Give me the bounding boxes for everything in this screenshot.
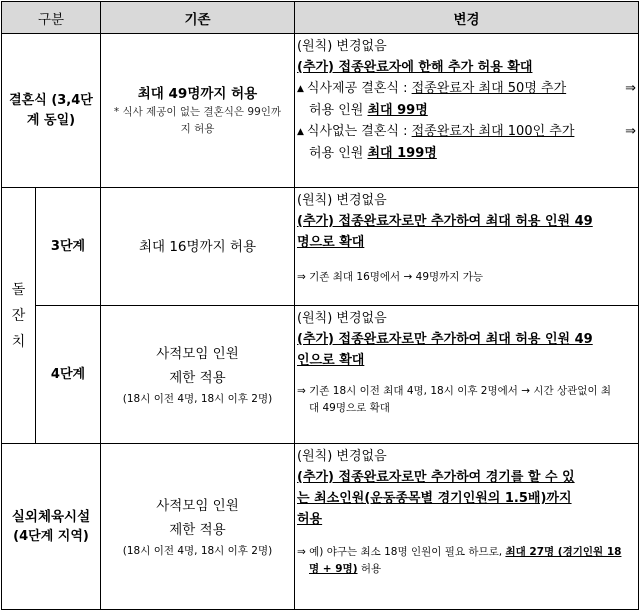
sports-note-pre: ⇒ 예) 야구는 최소 18명 인원이 필요 하므로,	[297, 546, 506, 558]
wedding-before-main: 최대 49명까지 허용	[137, 85, 258, 102]
sports-note-bold: 최대 27명 (경기인원 18	[505, 546, 622, 558]
wedding-before-note-1: * 식사 제공이 없는 결혼식은 99인까	[113, 105, 282, 118]
wedding-bullet-2	[297, 121, 636, 143]
wedding-b2-label: 식사없는 결혼식 :	[306, 124, 412, 139]
dol-stage4-before	[101, 306, 295, 444]
dol-stage3-principle: (원칙) 변경없음	[297, 193, 387, 208]
dol-stage4-note-2: 대 49명으로 확대	[309, 402, 390, 414]
sports-note-1	[297, 544, 636, 561]
dol-stage3-before-text: 최대 16명까지 허용	[138, 238, 257, 255]
sports-principle: (원칙) 변경없음	[297, 449, 387, 464]
sports-note-l2-post: 허용	[357, 563, 382, 575]
sports-row	[2, 444, 639, 610]
sports-added-3: 허용	[297, 512, 323, 527]
header-row	[2, 2, 639, 34]
wedding-bullet-2-cont	[297, 143, 636, 164]
sports-note-2	[297, 561, 636, 578]
sports-after	[295, 444, 639, 610]
dol-stage3-label: 3단계	[36, 188, 101, 306]
dol-stage4-label: 4단계	[36, 306, 101, 444]
dol-char-2: 잔	[11, 307, 26, 324]
dol-stage3-note: ⇒ 기존 최대 16명에서 → 49명까지 가능	[297, 271, 484, 283]
dol-group-category	[2, 188, 36, 444]
triangle-bullet-icon: ▲	[297, 127, 304, 137]
dol-stage4-note-1: ⇒ 기존 18시 이전 최대 4명, 18시 이후 2명에서 → 시간 상관없이 최	[297, 385, 612, 397]
sports-before-note: (18시 이전 4명, 18시 이후 2명)	[122, 544, 273, 557]
dol-stage4-added-2: 인으로 확대	[297, 353, 365, 368]
header-before: 기존	[101, 2, 295, 34]
wedding-b2-l2-bold: 최대 199명	[367, 146, 437, 161]
dol-stage3-after	[295, 188, 639, 306]
triangle-bullet-icon: ▲	[297, 84, 304, 94]
wedding-before-note-2: 지 허용	[180, 122, 215, 135]
sports-note-l2-bold: 명 + 9명)	[309, 563, 358, 575]
sports-before	[101, 444, 295, 610]
wedding-b1-l2-bold: 최대 99명	[367, 103, 428, 118]
double-arrow-icon: ⇒	[625, 124, 636, 139]
header-category: 구분	[2, 2, 101, 34]
sports-added-1: (추가) 접종완료자로만 추가하여 경기를 할 수 있	[297, 470, 575, 485]
wedding-bullet-1-cont	[297, 100, 636, 121]
dol-stage4-principle: (원칙) 변경없음	[297, 311, 387, 326]
dol-stage4-before-note: (18시 이전 4명, 18시 이후 2명)	[122, 392, 273, 405]
wedding-bullet-1	[297, 78, 636, 100]
dol-stage4-after	[295, 306, 639, 444]
dol-stage4-before-1: 사적모임 인원	[156, 345, 239, 362]
sports-category	[2, 444, 101, 610]
wedding-b2-underline: 접종완료자 최대 100인 추가	[411, 124, 575, 139]
dol-stage3-before	[101, 188, 295, 306]
dol-char-3: 치	[11, 333, 26, 350]
sports-category-1: 실외체육시설	[11, 508, 91, 525]
dol-char-1: 돌	[11, 281, 26, 298]
wedding-b1-underline: 접종완료자 최대 50명 추가	[411, 81, 567, 96]
sports-category-2: (4단계 지역)	[13, 528, 89, 544]
wedding-b2-l2-pre: 허용 인원	[309, 146, 368, 161]
wedding-added: (추가) 접종완료자에 한해 추가 허용 확대	[297, 60, 533, 75]
header-after: 변경	[295, 2, 639, 34]
wedding-principle: (원칙) 변경없음	[297, 39, 387, 54]
dol-stage3-added-1: (추가) 접종완료자로만 추가하여 최대 허용 인원 49	[297, 214, 593, 229]
policy-table	[1, 1, 639, 610]
dol-stage4-row	[2, 306, 639, 444]
wedding-category-line2: 계 동일)	[26, 112, 76, 128]
sports-added-2: 는 최소인원(운동종목별 경기인원의 1.5배)까지	[297, 491, 572, 506]
wedding-b1-label: 식사제공 결혼식 :	[306, 81, 412, 96]
double-arrow-icon: ⇒	[625, 81, 636, 96]
wedding-row	[2, 34, 639, 188]
wedding-category	[2, 34, 101, 188]
dol-stage3-added-2: 명으로 확대	[297, 235, 365, 250]
wedding-before	[101, 34, 295, 188]
sports-before-1: 사적모임 인원	[156, 497, 239, 514]
dol-stage3-row	[2, 188, 639, 306]
dol-stage4-before-2: 제한 적용	[169, 369, 226, 386]
wedding-b1-l2-pre: 허용 인원	[309, 103, 368, 118]
sports-before-2: 제한 적용	[169, 521, 226, 538]
dol-stage4-added-1: (추가) 접종완료자로만 추가하여 최대 허용 인원 49	[297, 332, 593, 347]
wedding-after	[295, 34, 639, 188]
wedding-category-line1: 결혼식 (3,4단	[9, 92, 93, 108]
